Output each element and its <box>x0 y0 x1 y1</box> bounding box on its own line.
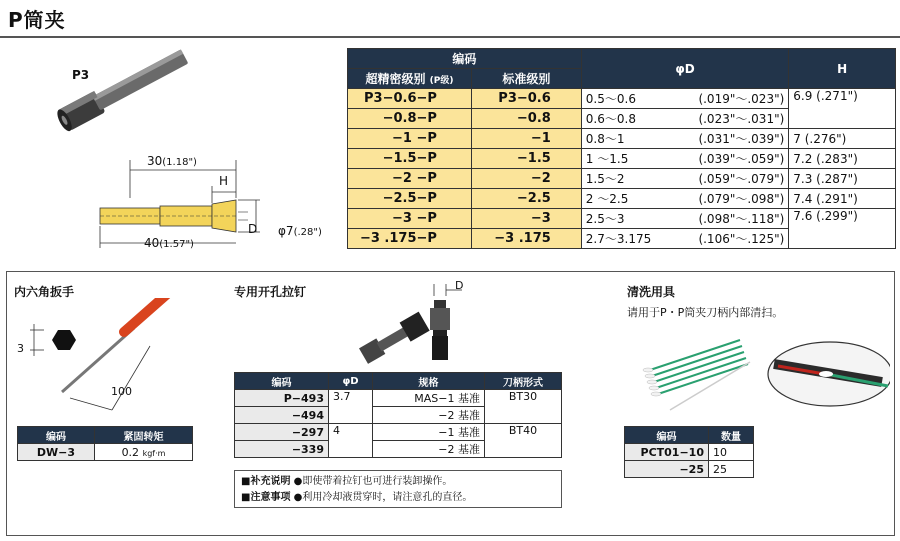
hex-dim-3: 3 <box>17 342 24 355</box>
phid-cell <box>581 109 788 129</box>
dim-40-value: 40 <box>144 236 160 250</box>
phid-cell <box>581 149 788 169</box>
std-code: −1.5 <box>471 149 581 169</box>
cleaning-title: 清洗用具 <box>627 285 676 299</box>
std-code: −0.8 <box>471 109 581 129</box>
phid-mm: 2.5～3 <box>585 212 625 226</box>
dim-h-label: H <box>219 174 229 188</box>
th-h: H <box>789 49 896 89</box>
h-cell: 7.4 (.291") <box>789 189 896 209</box>
hex-wrench-table <box>17 426 193 461</box>
dim-30-value: 30 <box>147 154 163 168</box>
stud-code: −494 <box>235 407 329 424</box>
cleaning-swab-photo <box>630 330 890 420</box>
pull-stud-notes <box>234 470 562 508</box>
th-torque: 紧固转矩 <box>95 427 193 444</box>
std-code: −2.5 <box>471 189 581 209</box>
dim-phi7-value: φ7 <box>278 224 294 238</box>
table-row <box>348 189 896 209</box>
table-row <box>625 444 754 461</box>
th-code: 编码 <box>348 49 582 69</box>
pull-stud-photo <box>350 282 480 368</box>
th-shank: 刀柄形式 <box>485 373 562 390</box>
cleaning-code: PCT01−10 <box>625 444 709 461</box>
cleaning-qty: 10 <box>709 444 754 461</box>
std-code: P3−0.6 <box>471 89 581 109</box>
torque-value: 0.2 <box>121 445 140 459</box>
th-qty: 数量 <box>709 427 754 444</box>
th-phid: φD <box>581 49 788 89</box>
dim-40 <box>144 236 194 250</box>
hex-dim-100: 100 <box>111 385 132 398</box>
h-cell: 7.3 (.287") <box>789 169 896 189</box>
stud-spec: −2 基准 <box>373 407 485 424</box>
hex-wrench-title: 内六角扳手 <box>14 285 75 299</box>
collet-photo <box>36 38 206 138</box>
super-code: −2 −P <box>348 169 472 189</box>
std-code: −3 .175 <box>471 229 581 249</box>
phid-mm: 0.5～0.6 <box>585 92 636 106</box>
th-phid: φD <box>329 373 373 390</box>
table-row <box>348 169 896 189</box>
phid-inch: (.098"～.118") <box>698 212 785 226</box>
phid-mm: 2 ～2.5 <box>585 192 629 206</box>
table-row <box>18 444 193 461</box>
note-supplement-text: ●即使带着拉钉也可进行装卸操作。 <box>293 476 453 487</box>
stud-phid: 3.7 <box>329 390 373 424</box>
page-title: P筒夹 <box>8 8 66 32</box>
phid-inch: (.079"～.098") <box>698 192 785 206</box>
stud-spec: −1 基准 <box>373 424 485 441</box>
super-code: −3 −P <box>348 209 472 229</box>
h-cell: 7 (.276") <box>789 129 896 149</box>
cleaning-table <box>624 426 754 478</box>
phid-inch: (.106"～.125") <box>698 232 785 246</box>
table-row <box>235 424 562 441</box>
table-row <box>348 209 896 229</box>
phid-inch: (.019"～.023") <box>698 92 785 106</box>
dim-40-inch: (1.57") <box>159 239 194 250</box>
collet-spec-table <box>347 48 896 249</box>
th-std-grade: 标准级别 <box>471 69 581 89</box>
std-code: −1 <box>471 129 581 149</box>
th-super-grade-label: 超精密级别 <box>365 72 426 86</box>
th-code: 编码 <box>625 427 709 444</box>
th-super-grade-sub: (P级) <box>429 76 454 86</box>
table-row <box>348 149 896 169</box>
super-code: −1 −P <box>348 129 472 149</box>
phid-cell <box>581 229 788 249</box>
h-cell: 7.6 (.299") <box>789 209 896 249</box>
note-supplement-label: ■补充说明 <box>241 476 291 487</box>
pull-stud-title: 专用开孔拉钉 <box>234 285 307 299</box>
table-row <box>348 129 896 149</box>
super-code: −0.8−P <box>348 109 472 129</box>
dim-phi7-inch: (.28") <box>293 227 322 238</box>
pull-stud-d-label: D <box>455 279 464 292</box>
super-code: −2.5−P <box>348 189 472 209</box>
dim-30-inch: (1.18") <box>162 157 197 168</box>
stud-code: −297 <box>235 424 329 441</box>
note-supplement <box>241 474 555 490</box>
wrench-code: DW−3 <box>18 444 95 461</box>
note-caution <box>241 490 555 506</box>
th-code: 编码 <box>18 427 95 444</box>
h-cell: 7.2 (.283") <box>789 149 896 169</box>
note-caution-text: ●利用冷却液贯穿时，请注意孔的直径。 <box>293 492 473 503</box>
stud-spec: −2 基准 <box>373 441 485 458</box>
phid-cell <box>581 129 788 149</box>
th-code: 编码 <box>235 373 329 390</box>
phid-cell <box>581 189 788 209</box>
stud-shank: BT30 <box>485 390 562 424</box>
h-cell: 6.9 (.271") <box>789 89 896 129</box>
stud-shank: BT40 <box>485 424 562 458</box>
super-code: P3−0.6−P <box>348 89 472 109</box>
stud-code: P−493 <box>235 390 329 407</box>
phid-cell <box>581 209 788 229</box>
stud-spec: MAS−1 基准 <box>373 390 485 407</box>
phid-cell <box>581 169 788 189</box>
phid-inch: (.039"～.059") <box>698 152 785 166</box>
table-row <box>348 89 896 109</box>
dim-phi7 <box>278 224 322 238</box>
th-spec: 规格 <box>373 373 485 390</box>
dim-30 <box>147 154 197 168</box>
th-super-grade <box>348 69 472 89</box>
hex-wrench-drawing <box>14 298 194 418</box>
collet-dimension-drawing <box>88 148 348 258</box>
note-caution-label: ■注意事项 <box>241 492 291 503</box>
std-code: −3 <box>471 209 581 229</box>
pull-stud-table <box>234 372 562 458</box>
phid-inch: (.059"～.079") <box>698 172 785 186</box>
phid-mm: 0.6～0.8 <box>585 112 636 126</box>
phid-cell <box>581 89 788 109</box>
torque-unit: kgf·m <box>142 448 166 458</box>
phid-mm: 2.7～3.175 <box>585 232 652 246</box>
super-code: −3 .175−P <box>348 229 472 249</box>
wrench-torque <box>95 444 193 461</box>
std-code: −2 <box>471 169 581 189</box>
dim-d-label: D <box>248 222 258 236</box>
cleaning-qty: 25 <box>709 461 754 478</box>
table-row <box>625 461 754 478</box>
model-label: P3 <box>72 68 90 82</box>
phid-mm: 1.5～2 <box>585 172 625 186</box>
cleaning-desc: 请用于P・P筒夹刀柄内部清扫。 <box>627 306 784 319</box>
table-row <box>235 390 562 407</box>
phid-inch: (.023"～.031") <box>698 112 785 126</box>
stud-code: −339 <box>235 441 329 458</box>
phid-mm: 0.8～1 <box>585 132 625 146</box>
cleaning-code: −25 <box>625 461 709 478</box>
stud-phid: 4 <box>329 424 373 458</box>
phid-inch: (.031"～.039") <box>698 132 785 146</box>
phid-mm: 1 ～1.5 <box>585 152 629 166</box>
super-code: −1.5−P <box>348 149 472 169</box>
